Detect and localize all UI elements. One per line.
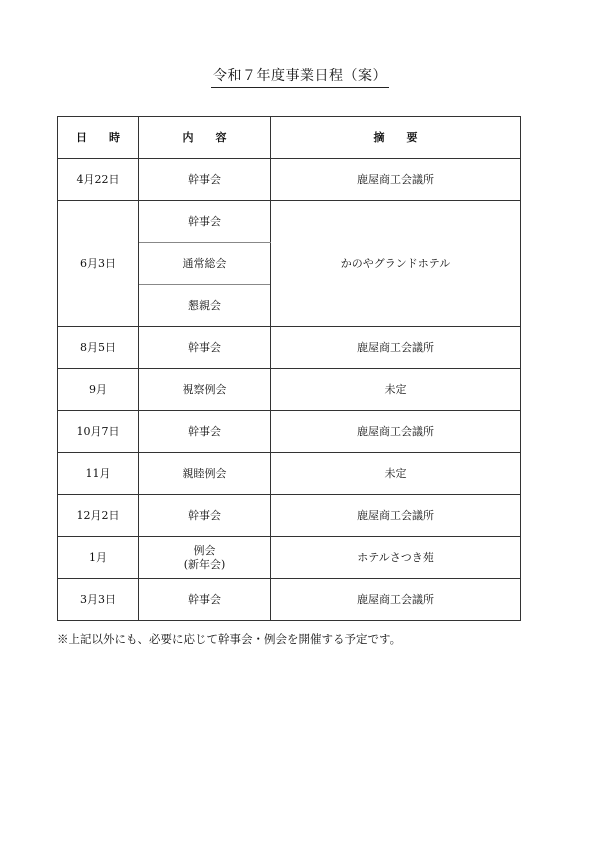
row-content: 幹事会 (139, 411, 271, 453)
row-date: 8月5日 (58, 327, 139, 369)
table-row (58, 201, 521, 243)
table-row (58, 537, 521, 579)
table-header-row (58, 117, 521, 159)
table-row (58, 579, 521, 621)
footnote: ※上記以外にも、必要に応じて幹事会・例会を開催する予定です。 (57, 632, 402, 646)
row-content-line: (新年会) (183, 557, 226, 571)
row-summary: 鹿屋商工会議所 (271, 495, 521, 537)
header-content: 内 容 (139, 117, 271, 159)
table-row (58, 327, 521, 369)
row-content-line: 例会 (193, 543, 216, 557)
row-summary: 鹿屋商工会議所 (271, 411, 521, 453)
row-summary: 未定 (271, 453, 521, 495)
header-date: 日 時 (58, 117, 139, 159)
row-summary: 未定 (271, 369, 521, 411)
header-summary: 摘 要 (271, 117, 521, 159)
row-date: 6月3日 (58, 201, 139, 327)
table-row (58, 369, 521, 411)
row-summary: ホテルさつき苑 (271, 537, 521, 579)
schedule-table (57, 116, 521, 621)
table-row (58, 453, 521, 495)
table-row (58, 495, 521, 537)
row-content: 懇親会 (139, 285, 271, 327)
document-title-text: 令和７年度事業日程（案） (211, 66, 389, 88)
row-content: 幹事会 (139, 327, 271, 369)
row-content: 幹事会 (139, 201, 271, 243)
row-summary: かのやグランドホテル (271, 201, 521, 327)
row-date: 1月 (58, 537, 139, 579)
row-content: 幹事会 (139, 159, 271, 201)
row-date: 3月3日 (58, 579, 139, 621)
row-content: 幹事会 (139, 495, 271, 537)
row-summary: 鹿屋商工会議所 (271, 159, 521, 201)
row-date: 11月 (58, 453, 139, 495)
table-row (58, 411, 521, 453)
row-date: 10月7日 (58, 411, 139, 453)
row-content: 幹事会 (139, 579, 271, 621)
row-date: 4月22日 (58, 159, 139, 201)
row-summary: 鹿屋商工会議所 (271, 579, 521, 621)
row-content: 親睦例会 (139, 453, 271, 495)
row-date: 12月2日 (58, 495, 139, 537)
document-title (0, 66, 600, 88)
table-row (58, 159, 521, 201)
row-content: 通常総会 (139, 243, 271, 285)
row-content: 視察例会 (139, 369, 271, 411)
row-content (139, 537, 271, 579)
row-date: 9月 (58, 369, 139, 411)
row-summary: 鹿屋商工会議所 (271, 327, 521, 369)
